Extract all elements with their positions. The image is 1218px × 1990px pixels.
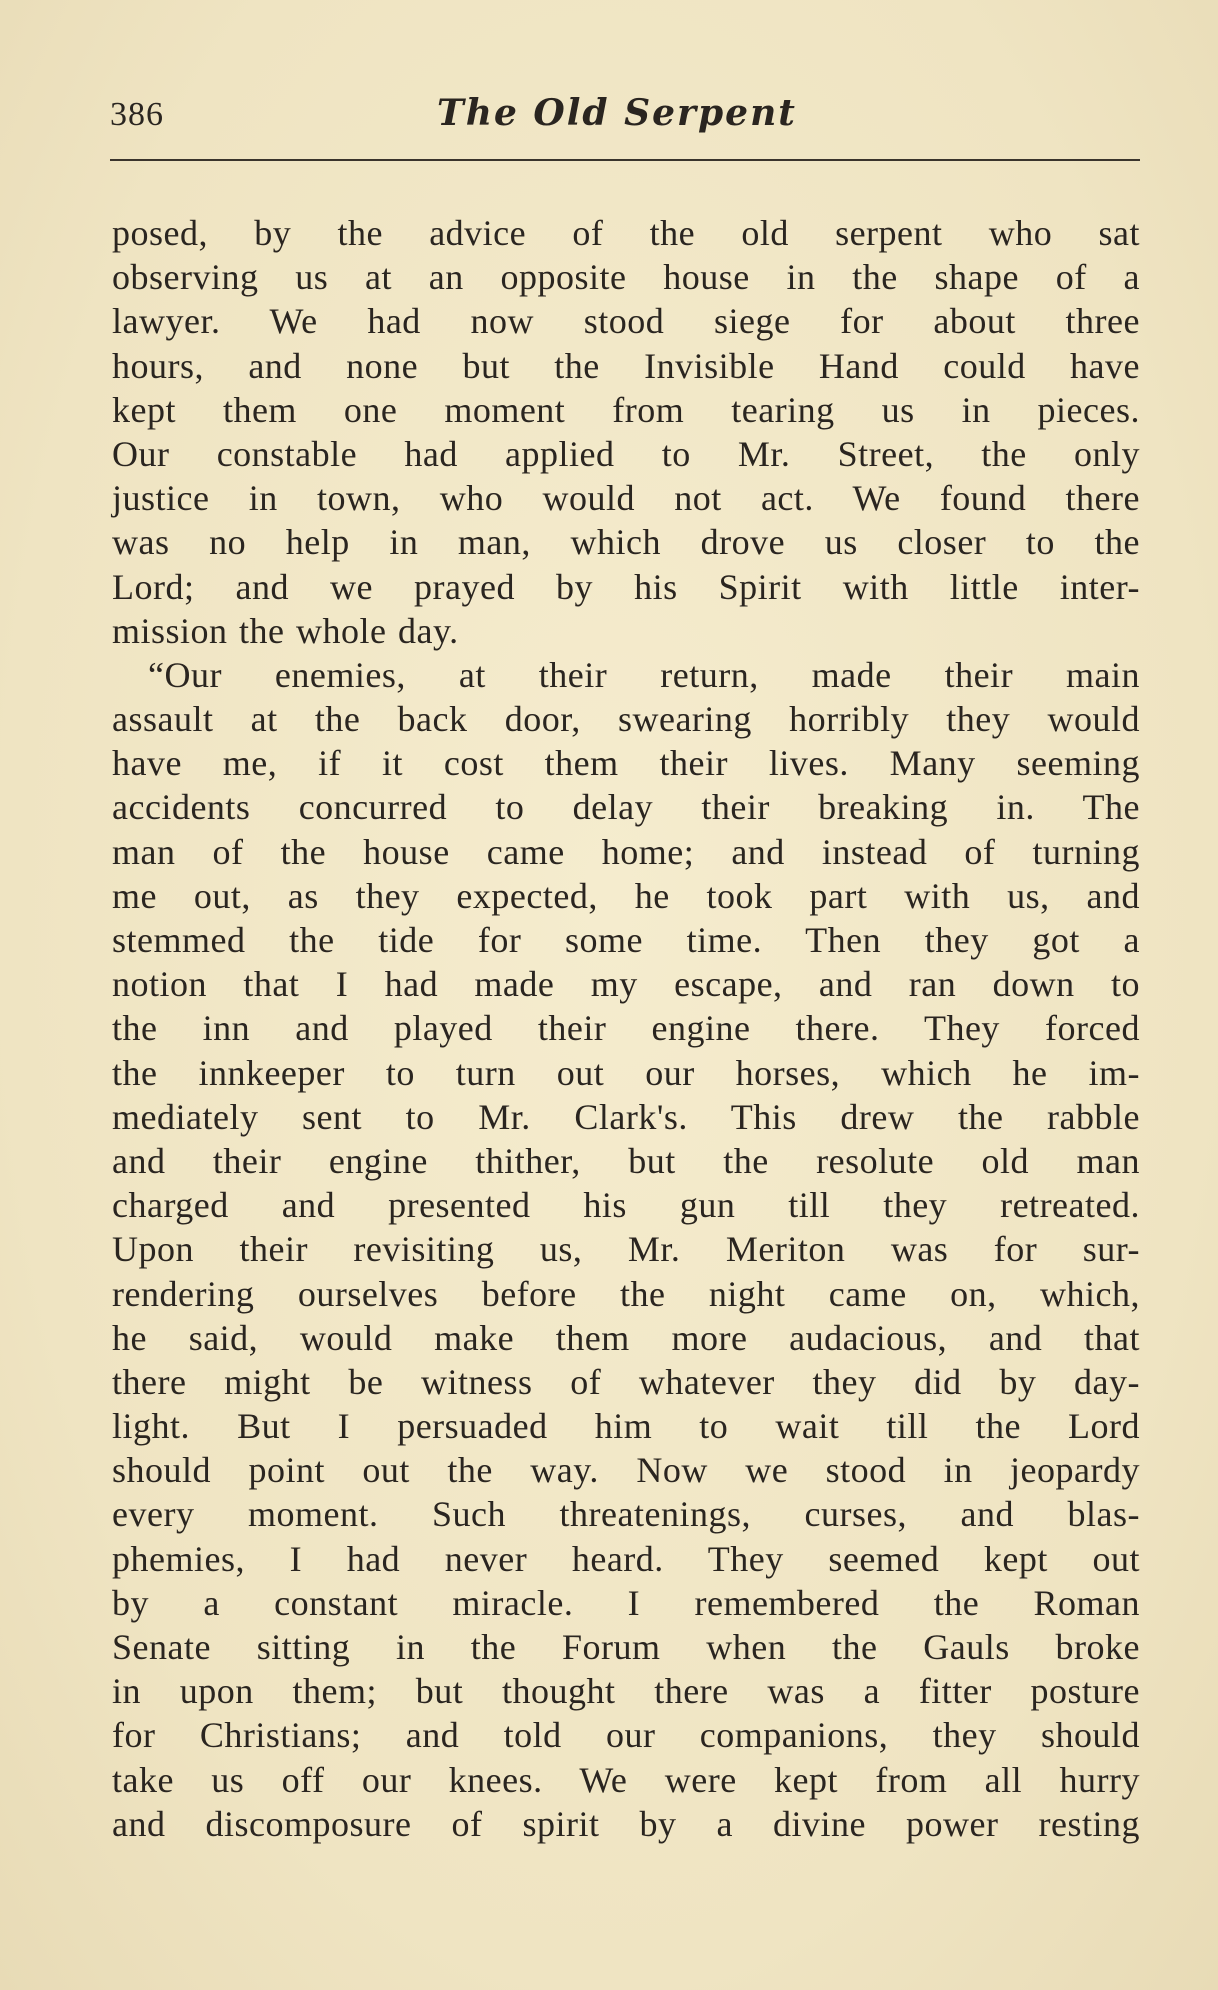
text-line: Senate sitting in the Forum when the Gauls broke [112, 1627, 1140, 1667]
text-line: lawyer. We had now stood siege for about three [112, 301, 1140, 342]
page-number: 386 [110, 96, 164, 133]
text-line: the inn and played their engine there. They forced [112, 1008, 1140, 1049]
text-line: assault at the back door, swearing horribly they would [112, 699, 1140, 740]
text-line: me out, as they expected, he took part with us, and [112, 875, 1140, 916]
text-line: Upon their revisiting us, Mr. Meriton was for sur- [112, 1229, 1140, 1270]
text-line: and discomposure of spirit by a divine power resting [112, 1803, 1140, 1844]
text-line: accidents concurred to delay their breaking in. The [112, 787, 1140, 828]
body-text [112, 211, 1140, 1846]
text-line: posed, by the advice of the old serpent who sat [112, 213, 1140, 253]
text-line: every moment. Such threatenings, curses, and blas- [112, 1494, 1140, 1535]
text-line: man of the house came home; and instead of turning [112, 831, 1140, 872]
text-line: stemmed the tide for some time. Then they got a [112, 920, 1140, 960]
text-line: should point out the way. Now we stood in jeopardy [112, 1450, 1140, 1491]
text-line: hours, and none but the Invisible Hand could have [112, 345, 1140, 386]
text-line: he said, would make them more audacious, and that [112, 1317, 1140, 1358]
text-line: phemies, I had never heard. They seemed kept out [112, 1538, 1140, 1579]
running-title: The Old Serpent [437, 92, 797, 134]
text-line: in upon them; but thought there was a fitter posture [112, 1671, 1140, 1712]
text-line: Lord; and we prayed by his Spirit with little inter- [112, 566, 1140, 607]
text-line: and their engine thither, but the resolute old man [112, 1140, 1140, 1181]
text-line: light. But I persuaded him to wait till the Lord [112, 1406, 1140, 1447]
text-line: take us off our knees. We were kept from all hurry [112, 1759, 1140, 1800]
text-line: kept them one moment from tearing us in pieces. [112, 389, 1140, 430]
text-line: there might be witness of whatever they did by day- [112, 1361, 1140, 1402]
text-line: observing us at an opposite house in the shape of a [112, 257, 1140, 298]
text-line: by a constant miracle. I remembered the Roman [112, 1582, 1140, 1623]
text-line: for Christians; and told our companions, they should [112, 1715, 1140, 1756]
text-line: the innkeeper to turn out our horses, which he im- [112, 1052, 1140, 1093]
text-line: Our constable had applied to Mr. Street, the only [112, 433, 1140, 474]
page-header [110, 92, 1140, 142]
text-line: charged and presented his gun till they retreated. [112, 1185, 1140, 1226]
text-line: justice in town, who would not act. We found there [112, 478, 1140, 519]
header-rule [110, 159, 1140, 161]
text-line: rendering ourselves before the night came on, which, [112, 1273, 1140, 1314]
text-line: “Our enemies, at their return, made their main [148, 654, 1140, 695]
text-line: was no help in man, which drove us closer to the [112, 522, 1140, 563]
text-line: mission the whole day. [112, 610, 459, 651]
text-line: notion that I had made my escape, and ran down to [112, 964, 1140, 1005]
text-line: mediately sent to Mr. Clark's. This drew the rabble [112, 1096, 1140, 1137]
text-line: have me, if it cost them their lives. Many seeming [112, 743, 1140, 784]
